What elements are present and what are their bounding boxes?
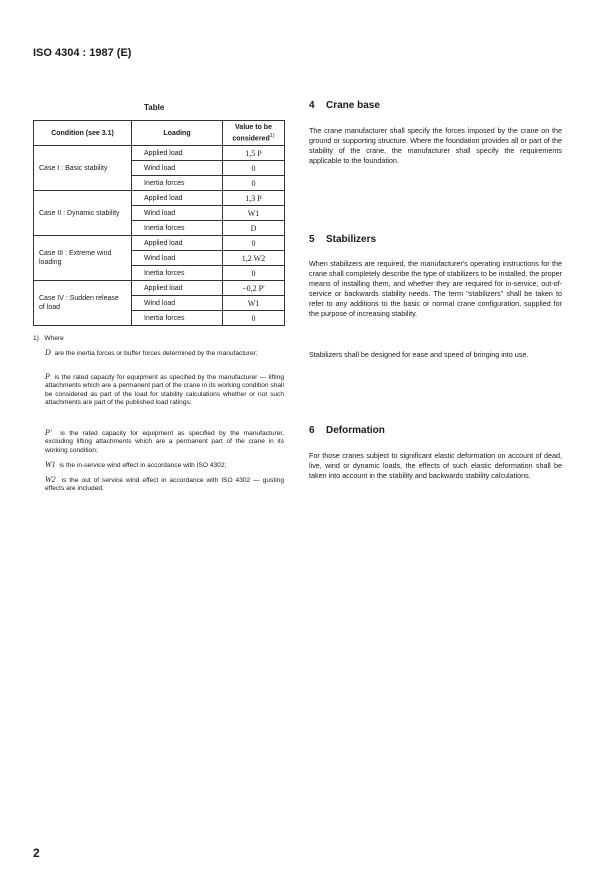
section-5-paragraph-2: Stabilizers shall be designed for ease and speed of bringing into use. (309, 350, 529, 359)
header-value (223, 121, 285, 146)
document-header: ISO 4304 : 1987 (E) (33, 47, 132, 59)
section-4-paragraph: The crane manufacturer shall specify the forces imposed by the crane on the ground or supporting structure. Where the foundation provides all or part of the stability of the crane, the manufacturer shall specify the requirements applicable to the foundation. (309, 126, 562, 165)
section-number: 5 (309, 234, 315, 245)
section-5-heading (309, 234, 376, 245)
loading-cell: Inertia forces (132, 176, 223, 191)
value-cell: W1 (223, 206, 285, 221)
loading-cell: Wind load (132, 206, 223, 221)
definition-text: is the in-service wind effect in accordance with ISO 4302; (59, 462, 227, 469)
value-cell: 1,5 P (223, 146, 285, 161)
condition-cell: Case IV : Sudden release of load (34, 281, 132, 326)
section-number: 6 (309, 425, 315, 436)
section-title: Deformation (326, 425, 385, 436)
loading-cell: Applied load (132, 146, 223, 161)
section-title: Crane base (326, 100, 380, 111)
table-title: Table (144, 103, 165, 112)
condition-cell: Case I : Basic stability (34, 146, 132, 191)
section-title: Stabilizers (326, 234, 377, 245)
value-cell: −0,2 P′ (223, 281, 285, 296)
table-header-row (34, 121, 285, 146)
value-cell: 0 (223, 236, 285, 251)
table-row (34, 146, 285, 161)
definition-text: is the rated capacity for equipment as specified by the manufacturer, excluding lifting attachments which are a permanent part of the crane in its working condition; (45, 430, 284, 454)
condition-cell: Case III : Extreme wind loading (34, 236, 132, 281)
value-cell: W1 (223, 296, 285, 311)
definition-symbol: D (45, 348, 51, 357)
footnote-definition-d (45, 349, 284, 358)
header-value-note: 1) (269, 132, 275, 139)
table-row (34, 236, 285, 251)
value-cell: 1,3 P (223, 191, 285, 206)
definition-text: is the out of service wind effect in accordance with ISO 4302 — gusting effects are included. (45, 477, 284, 493)
section-5-paragraph-1: When stabilizers are required, the manufacturer's operating instructions for the crane shall completely describe the type of stabilizers to be installed, the proper means of installing them, and whether they are required for in-service, out-of-service or backwards stability needs. The term "stabilizers" shall be taken to refer to any additions to the basic or normal crane configuration, supplied for the purpose of increasing stability. (309, 259, 562, 318)
value-cell: 0 (223, 311, 285, 326)
loading-cell: Wind load (132, 251, 223, 266)
table-row (34, 281, 285, 296)
loading-cell: Inertia forces (132, 266, 223, 281)
loading-table (33, 120, 285, 326)
loading-cell: Wind load (132, 296, 223, 311)
definition-symbol: W2 (45, 475, 56, 484)
definition-text: is the rated capacity for equipment as specified by the manufacturer — lifting attachments which are a permanent part of the crane in its working condition shall be considered as part of the load for stability calculations whether or not such attachments are part of the published load ratings; (45, 374, 284, 406)
section-6-heading (309, 425, 385, 436)
footnote-marker: 1) (33, 335, 39, 342)
footnote-definition-p-prime (45, 429, 284, 455)
footnote-definition-w1 (45, 461, 284, 470)
value-cell: 0 (223, 266, 285, 281)
definition-text: are the inertia forces or buffer forces determined by the manufacturer; (54, 350, 258, 357)
loading-cell: Applied load (132, 281, 223, 296)
header-condition: Condition (see 3.1) (34, 121, 132, 146)
section-number: 4 (309, 100, 315, 111)
condition-cell: Case II : Dynamic stability (34, 191, 132, 236)
value-cell: 0 (223, 161, 285, 176)
value-cell: 0 (223, 176, 285, 191)
loading-cell: Wind load (132, 161, 223, 176)
section-4-heading (309, 100, 380, 111)
definition-symbol: P (45, 372, 50, 381)
definition-symbol: P′ (45, 428, 52, 437)
value-cell: 1,2 W2 (223, 251, 285, 266)
loading-cell: Applied load (132, 191, 223, 206)
definition-symbol: W1 (45, 460, 56, 469)
header-loading: Loading (132, 121, 223, 146)
footnote-where: Where (44, 335, 64, 342)
footnote-definition-w2 (45, 476, 284, 494)
loading-cell: Applied load (132, 236, 223, 251)
loading-cell: Inertia forces (132, 221, 223, 236)
loading-cell: Inertia forces (132, 311, 223, 326)
value-cell: D (223, 221, 285, 236)
header-value-text: Value to be considered (232, 123, 272, 143)
footnote-intro (33, 335, 64, 343)
table-row (34, 191, 285, 206)
footnote-definition-p (45, 373, 284, 407)
section-6-paragraph: For those cranes subject to significant elastic deformation on account of dead, live, wind or dynamic loads, the effects of such elastic deformation shall be taken into account in the stability and backwards stability calculations. (309, 451, 562, 480)
page-number: 2 (33, 846, 40, 860)
